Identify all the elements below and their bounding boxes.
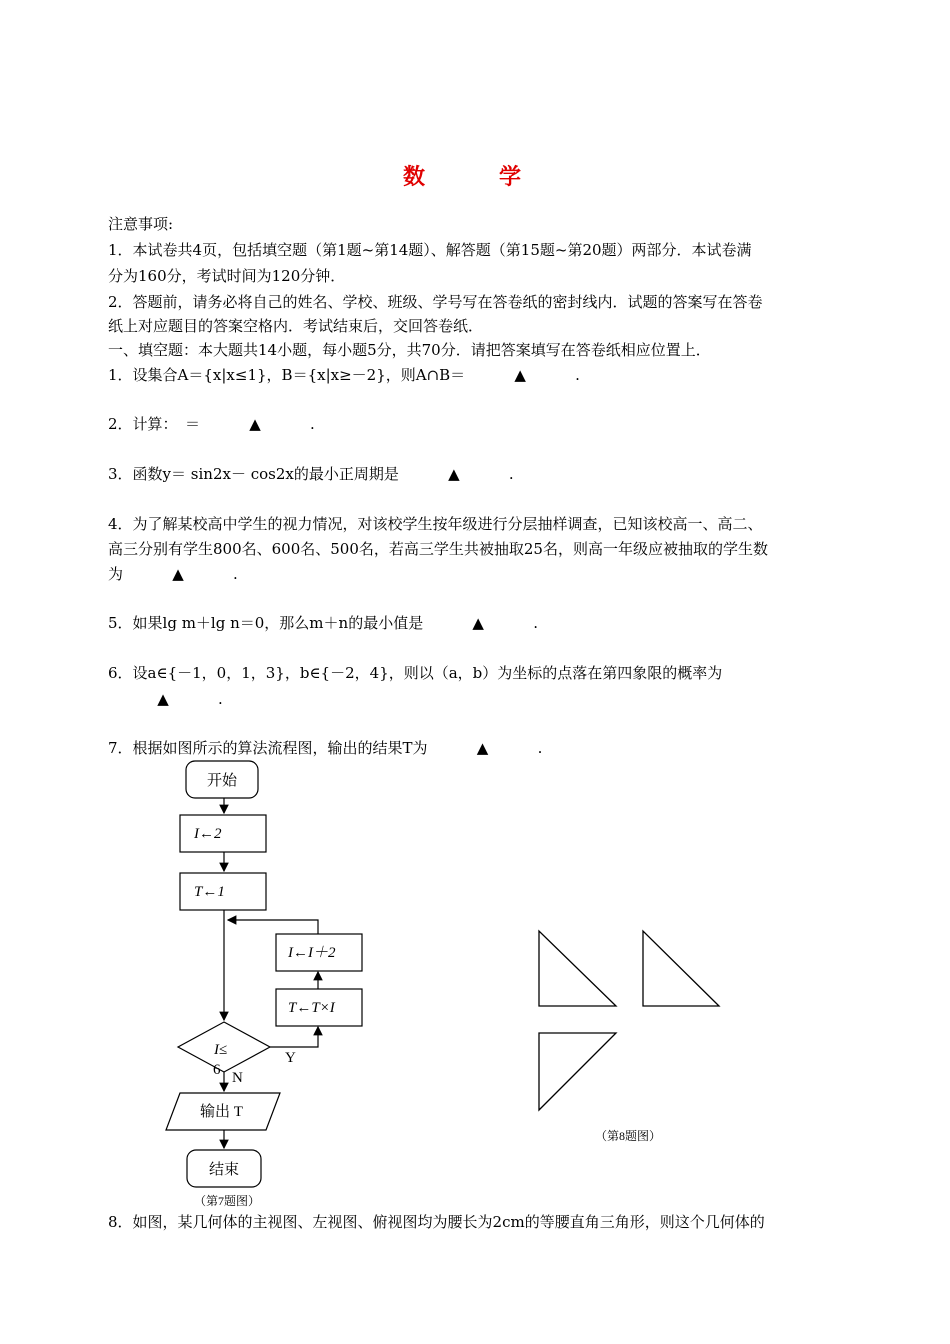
notice-item2-line1: 2．答题前，请务必将自己的姓名、学校、班级、学号写在答卷纸的密封线内．试题的答案写在答卷 <box>108 293 763 311</box>
flow-condition-label-2: 6 <box>213 1062 221 1078</box>
question-text: 2．计算： ＝ <box>108 415 201 433</box>
triangle-front-view <box>539 931 616 1006</box>
period: . <box>508 465 514 483</box>
page-title: 数 学 <box>402 164 547 190</box>
question-6: 6．设a∈{－1，0，1，3}，b∈{－2，4}，则以（a，b）为坐标的点落在第四象限的概率为 <box>108 664 723 682</box>
flow-arrow-yes <box>270 1027 318 1047</box>
answer-blank: ▲ <box>514 366 526 384</box>
answer-blank: ▲ <box>472 614 484 632</box>
question-8: 8．如图，某几何体的主视图、左视图、俯视图均为腰长为2cm的等腰直角三角形，则这个几何体的 <box>108 1213 765 1231</box>
notice-heading: 注意事项: <box>108 215 174 233</box>
flow-no-label: N <box>232 1070 243 1086</box>
period: . <box>310 415 315 433</box>
period: . <box>233 565 238 583</box>
fig8-caption: （第8题图） <box>594 1129 662 1143</box>
triangle-top-view <box>539 1033 616 1110</box>
answer-blank: ▲ <box>476 739 489 757</box>
flow-step1-box <box>180 815 266 852</box>
answer-blank: ▲ <box>249 415 261 433</box>
period: . <box>537 739 543 757</box>
question-text: 5．如果lg m＋lg n＝0，那么m＋n的最小值是 <box>108 614 424 632</box>
question-text: 7．根据如图所示的算法流程图，输出的结果T为 <box>108 739 428 757</box>
question-4-line1: 4．为了解某校高中学生的视力情况，对该校学生按年级进行分层抽样调查，已知该校高一、高二、 <box>108 515 763 533</box>
notice-item1-line1: 1．本试卷共4页，包括填空题（第1题~第14题）、解答题（第15题~第20题）两部分．本试卷满 <box>108 241 752 259</box>
section-heading: 一、填空题：本大题共14小题，每小题5分，共70分．请把答案填写在答卷纸相应位置上． <box>108 341 711 359</box>
flow-arrow-back <box>228 920 318 934</box>
question-text: 1．设集合A＝{x|x≤1}，B＝{x|x≥－2}，则A∩B＝ <box>108 366 466 384</box>
flow-loop2-label: I←I＋2 <box>288 945 336 961</box>
question-text: 为 <box>108 565 124 583</box>
period: . <box>533 614 538 632</box>
flow-end-label: 结束 <box>208 1162 240 1178</box>
notice-item2-line2: 纸上对应题目的答案空格内．考试结束后，交回答卷纸． <box>108 317 484 335</box>
notice-item1-line2: 分为160分，考试时间为120分钟． <box>108 267 346 285</box>
period: . <box>218 690 223 708</box>
answer-blank: ▲ <box>172 565 184 583</box>
question-text: 3．函数y＝ sin2x－ cos2x的最小正周期是 <box>108 465 399 483</box>
flow-step1-label: I←2 <box>194 826 222 842</box>
question-4-line2: 高三分别有学生800名、600名、500名，若高三学生共被抽取25名，则高一年级应被抽取的学生数 <box>108 540 768 558</box>
flow-condition-label: I≤ <box>214 1042 228 1058</box>
triangle-side-view <box>643 931 719 1006</box>
answer-blank: ▲ <box>157 690 169 708</box>
fig7-caption: （第7题图） <box>193 1194 261 1208</box>
flow-output-label: 输出 T <box>200 1104 243 1120</box>
flow-start-label: 开始 <box>206 773 238 789</box>
answer-blank: ▲ <box>448 465 460 483</box>
flow-step2-label: T←1 <box>194 884 225 900</box>
period: . <box>575 366 580 384</box>
flow-loop1-label: T←T×I <box>288 1000 335 1016</box>
flow-yes-label: Y <box>285 1050 296 1066</box>
